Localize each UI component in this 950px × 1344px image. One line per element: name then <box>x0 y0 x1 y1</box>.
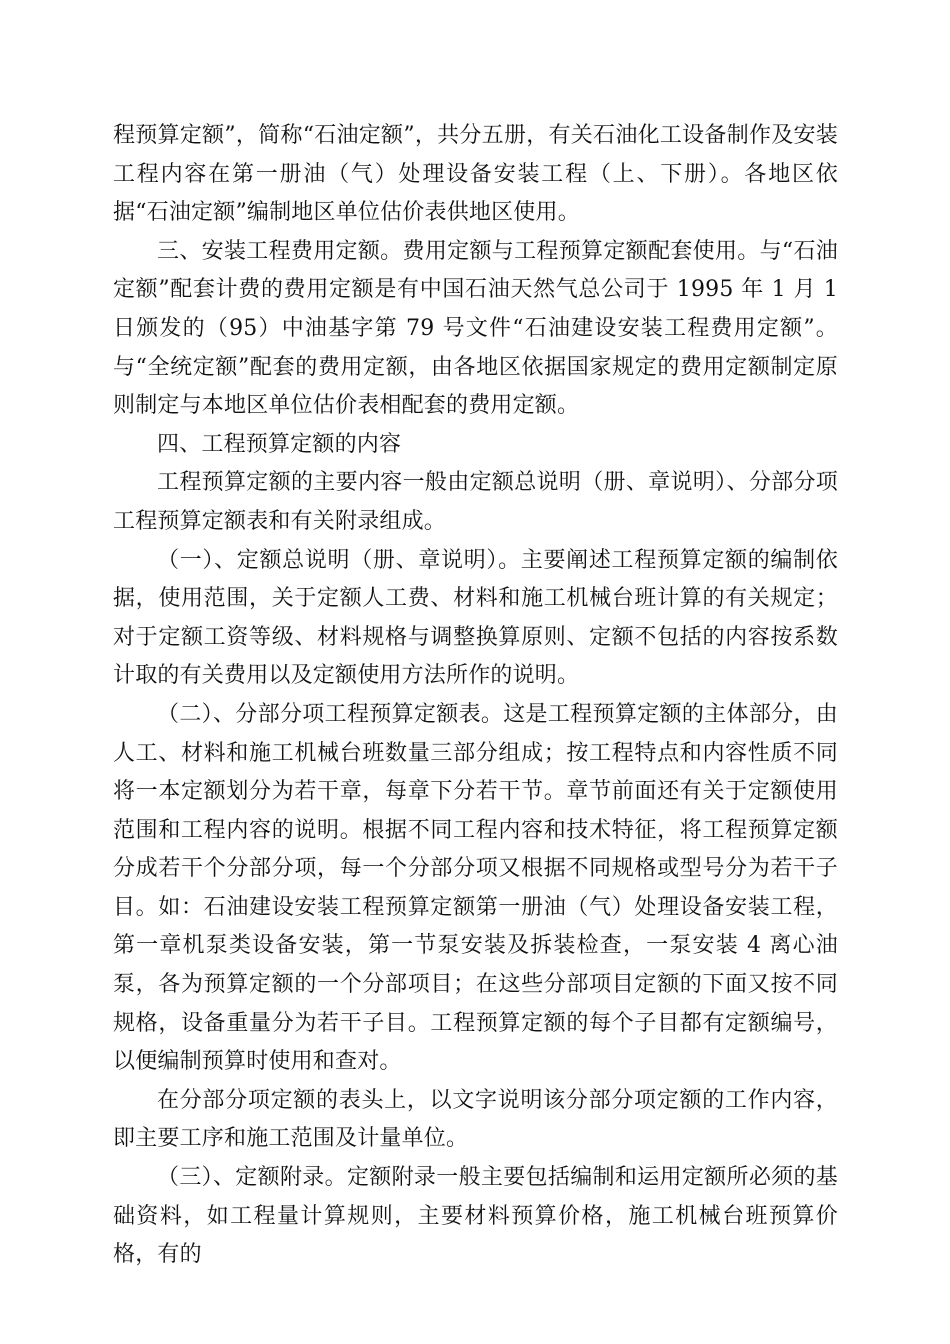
document-page <box>113 117 838 1275</box>
section-heading-quota-contents: 四、工程预算定额的内容 <box>157 431 402 457</box>
paragraph-general-notes: （一）、定额总说明（册、章说明）。主要阐述工程预算定额的编制依据，使用范围，关于定额人工费、材料和施工机械台班计算的有关规定；对于定额工资等级、材料规格与调整换算原则、定额不包括的内容按系数计取的有关费用以及定额使用方法所作的说明。 <box>113 547 838 689</box>
paragraph-continuation: 程预算定额”，简称“石油定额”，共分五册，有关石油化工设备制作及安装工程内容在第一册油（气）处理设备安装工程（上、下册）。各地区依据“石油定额”编制地区单位估价表供地区使用。 <box>113 123 838 226</box>
paragraph-quota-appendix: （三）、定额附录。定额附录一般主要包括编制和运用定额所必须的基础资料，如工程量计算规则，主要材料预算价格，施工机械台班预算价格，有的 <box>113 1165 838 1268</box>
paragraph-quota-tables: （二）、分部分项工程预算定额表。这是工程预算定额的主体部分，由人工、材料和施工机械台班数量三部分组成；按工程特点和内容性质不同将一本定额划分为若干章，每章下分若干节。章节前面还有关于定额使用范围和工程内容的说明。根据不同工程内容和技术特征，将工程预算定额分成若干个分部分项，每一个分部分项又根据不同规格或型号分为若干子目。如：石油建设安装工程预算定额第一册油（气）处理设备安装工程，第一章机泵类设备安装，第一节泵安装及拆装检查，一泵安装 4 离心油泵，各为预算定额的一个分部项目；在这些分部项目定额的下面又按不同规格，设备重量分为若干子目。工程预算定额的每个子目都有定额编号，以便编制预算时使用和查对。 <box>113 701 838 1075</box>
paragraph-table-header-notes: 在分部分项定额的表头上，以文字说明该分部分项定额的工作内容，即主要工序和施工范围及计量单位。 <box>113 1087 838 1152</box>
paragraph-fee-quota: 三、安装工程费用定额。费用定额与工程预算定额配套使用。与“石油定额”配套计费的费用定额是有中国石油天然气总公司于 1995 年 1 月 1 日颁发的（95）中油基字第 79 号文件“石油建设安装工程费用定额”。与“全统定额”配套的费用定额，由各地区依据国家规定的费用定额制定原则制定与本地区单位估价表相配套的费用定额。 <box>113 238 838 419</box>
paragraph-quota-contents-intro: 工程预算定额的主要内容一般由定额总说明（册、章说明）、分部分项工程预算定额表和有关附录组成。 <box>113 470 838 534</box>
